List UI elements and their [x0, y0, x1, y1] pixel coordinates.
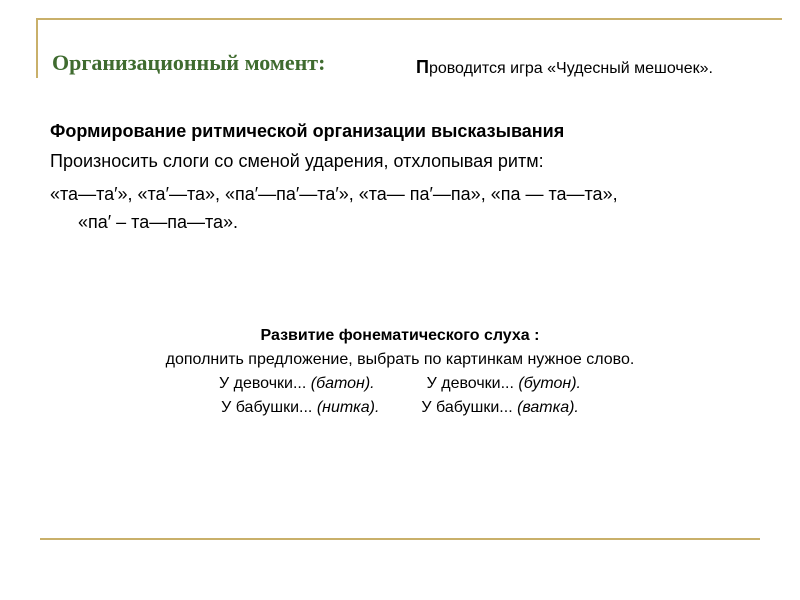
example-1-right-word: (бутон).: [518, 375, 581, 392]
decor-top-line: [36, 18, 782, 20]
decor-vertical-line: [36, 18, 38, 78]
example-1-right-prefix: У девочки...: [426, 375, 519, 392]
example-2-right-word: (ватка).: [517, 399, 579, 416]
rhythm-syllables-line-1: «та—та′», «та′—та», «па′—па′—та′», «та— па′—па», «па — та—та»,: [50, 184, 618, 204]
decor-bottom-line: [40, 538, 760, 540]
example-2-left-word: (нитка).: [316, 399, 380, 416]
example-row-1: [40, 372, 760, 396]
game-note: [416, 57, 713, 78]
development-instruction: дополнить предложение, выбрать по картинкам нужное слово.: [165, 351, 635, 368]
development-heading: Развитие фонематического слуха :: [260, 327, 540, 344]
game-note-text: роводится игра «Чудесный мешочек».: [428, 60, 713, 77]
development-section: [40, 324, 760, 420]
example-2-right-prefix: У бабушки...: [421, 399, 518, 416]
rhythm-syllables-line-2: «па′ – та—па—та».: [78, 212, 239, 232]
example-1-left-word: (батон).: [310, 375, 375, 392]
rhythm-heading: Формирование ритмической организации высказывания: [50, 121, 565, 141]
game-note-first-letter: П: [416, 57, 429, 77]
rhythm-instruction: Произносить слоги со сменой ударения, отхлопывая ритм:: [50, 151, 544, 171]
example-1-left-prefix: У девочки...: [219, 375, 311, 392]
slide-title: Организационный момент:: [52, 50, 326, 75]
example-row-2: [40, 396, 760, 420]
example-2-left-prefix: У бабушки...: [221, 399, 317, 416]
